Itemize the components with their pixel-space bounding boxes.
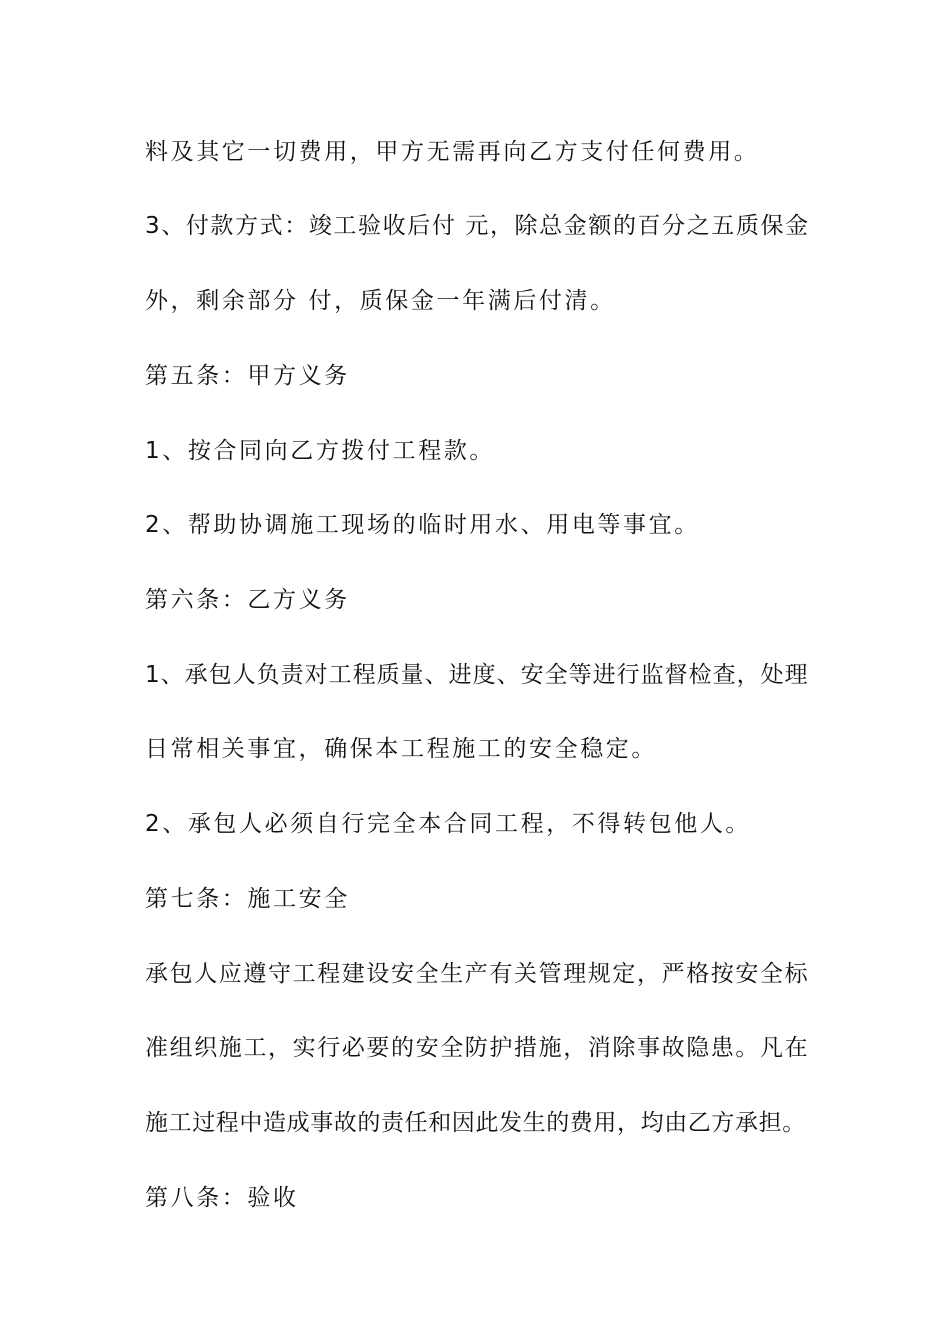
paragraph-line-party-a-1: 1、按合同向乙方拨付工程款。 — [145, 438, 496, 464]
paragraph-line-party-b-2: 2、承包人必须自行完全本合同工程，不得转包他人。 — [145, 811, 752, 837]
paragraph-line-party-b-1: 1、承包人负责对工程质量、进度、安全等进行监督检查，处理 — [145, 662, 809, 688]
section-heading-article-5: 第五条：甲方义务 — [145, 363, 350, 389]
section-heading-article-7: 第七条：施工安全 — [145, 886, 350, 912]
paragraph-line-safety-2: 准组织施工，实行必要的安全防护措施，消除事故隐患。凡在 — [145, 1035, 810, 1061]
paragraph-line-party-a-2: 2、帮助协调施工现场的临时用水、用电等事宜。 — [145, 512, 700, 538]
paragraph-line-fees-continued: 料及其它一切费用，甲方无需再向乙方支付任何费用。 — [145, 139, 760, 165]
paragraph-line-party-b-1-cont: 日常相关事宜，确保本工程施工的安全稳定。 — [145, 736, 657, 762]
paragraph-line-safety-3: 施工过程中造成事故的责任和因此发生的费用，均由乙方承担。 — [145, 1110, 806, 1136]
paragraph-line-payment-method: 3、付款方式：竣工验收后付 元，除总金额的百分之五质保金 — [145, 213, 810, 239]
section-heading-article-6: 第六条：乙方义务 — [145, 587, 350, 613]
paragraph-line-payment-remainder: 外，剩余部分 付，质保金一年满后付清。 — [145, 288, 616, 314]
paragraph-line-safety-1: 承包人应遵守工程建设安全生产有关管理规定，严格按安全标 — [145, 961, 810, 987]
section-heading-article-8: 第八条：验收 — [145, 1185, 299, 1211]
